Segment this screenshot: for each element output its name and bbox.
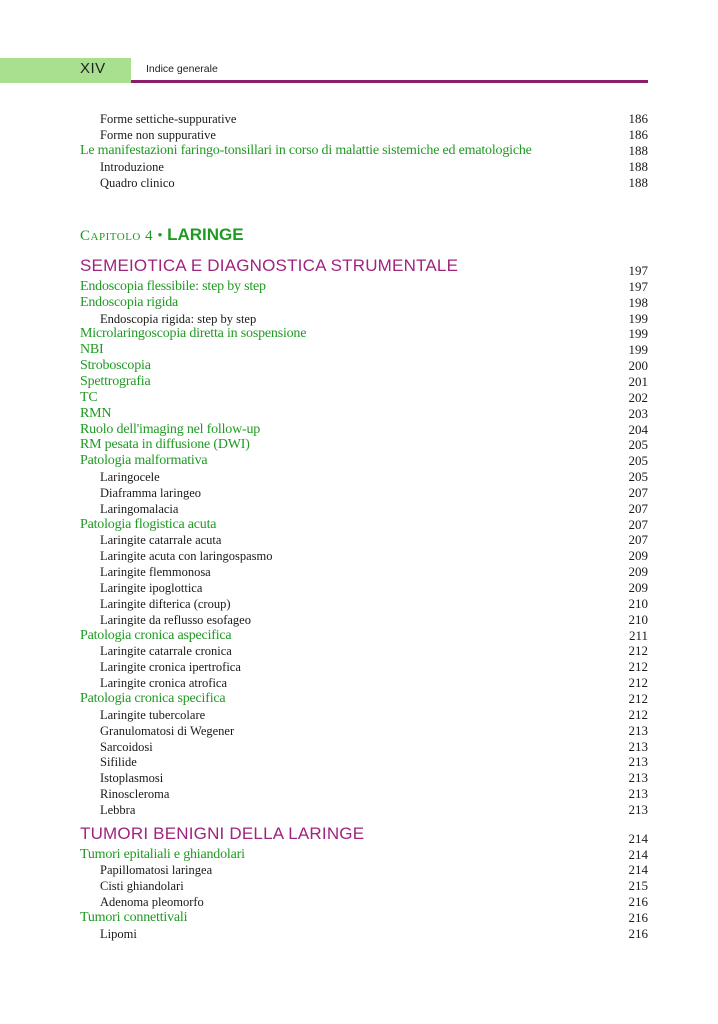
toc-entry-page: 213 (628, 738, 648, 754)
toc-entry-page: 207 (628, 500, 648, 516)
toc-subsection-entry (80, 564, 648, 580)
toc-entry-page: 212 (628, 659, 648, 675)
toc-entry-page: 197 (628, 263, 648, 278)
chapter-prefix: Capitolo 4 • (80, 228, 164, 244)
toc-subsection-entry (80, 894, 648, 910)
toc-entry-page: 207 (628, 532, 648, 548)
toc-entry-label: Le manifestazioni faringo-tonsillari in corso di malattie sistemiche ed ematologiche (80, 143, 532, 158)
toc-entry-page: 213 (628, 770, 648, 786)
toc-section-entry (80, 422, 648, 438)
toc-subsection-entry (80, 926, 648, 942)
toc-subsection-entry (80, 596, 648, 612)
toc-subsection-entry (80, 612, 648, 628)
toc-entry-label: Endoscopia flessibile: step by step (80, 278, 266, 294)
toc-entry-page: 216 (628, 910, 648, 925)
toc-entry-label: Laringomalacia (100, 501, 179, 516)
toc-entry-page: 215 (628, 878, 648, 894)
toc-entry-label: Ruolo dell'imaging nel follow-up (80, 421, 261, 437)
toc-entry-page: 214 (628, 830, 648, 846)
toc-section-entry (80, 691, 648, 707)
toc-subsection-entry (80, 485, 648, 501)
toc-entry-label: Patologia cronica specifica (80, 690, 226, 706)
toc-entry-page: 213 (628, 754, 648, 770)
toc-entry-label: Tumori epitaliali e ghiandolari (80, 846, 245, 862)
toc-entry-page: 199 (628, 326, 648, 342)
toc-section-entry (80, 847, 648, 863)
toc-entry-page: 205 (628, 469, 648, 485)
toc-entry-label: SEMEIOTICA E DIAGNOSTICA STRUMENTALE (80, 256, 459, 275)
toc-entry-page: 207 (628, 516, 648, 532)
toc-entry-page: 199 (628, 310, 648, 326)
toc-entry-page: 199 (628, 342, 648, 358)
toc-section-entry (80, 358, 648, 374)
toc-entry-label: Lebbra (100, 802, 136, 817)
toc-section-entry (80, 517, 648, 533)
toc-subsection-entry (80, 548, 648, 564)
toc-entry-page: 214 (628, 846, 648, 862)
toc-entry-label: Laringite catarrale acuta (100, 533, 222, 548)
toc-subsection-entry (80, 675, 648, 691)
toc-part-entry (80, 823, 648, 847)
toc-subsection-entry (80, 501, 648, 517)
toc-entry-label: Granulomatosi di Wegener (100, 723, 235, 738)
toc-entry-page: 212 (628, 675, 648, 691)
toc-entry-page: 212 (628, 643, 648, 659)
toc-entry-page: 209 (628, 580, 648, 595)
toc-entry-label: Microlaringoscopia diretta in sospensione (80, 326, 307, 342)
toc-entry-page: 213 (628, 722, 648, 738)
toc-entry-page: 210 (628, 595, 648, 611)
toc-subsection-entry (80, 111, 648, 127)
toc-subsection-entry (80, 159, 648, 175)
toc-entry-label: Laringocele (100, 470, 160, 485)
toc-entry-label: Laringite tubercolare (100, 707, 206, 722)
toc-entry-page: 212 (628, 690, 648, 706)
toc-subsection-entry (80, 723, 648, 739)
toc-entry-page: 201 (628, 373, 648, 389)
toc-section-entry (80, 437, 648, 453)
toc-entry-label: Forme non suppurative (100, 128, 216, 142)
toc-entry-page: 197 (628, 278, 648, 294)
toc-entry-page: 186 (628, 127, 648, 142)
toc-entry-page: 209 (628, 548, 648, 564)
toc-subsection-entry (80, 739, 648, 755)
toc-subsection-entry (80, 469, 648, 485)
toc-entry-page: 203 (628, 405, 648, 421)
toc-entry-label: RMN (80, 405, 112, 421)
toc-entry-label: Spettrografia (80, 373, 151, 389)
running-title: Indice generale (146, 63, 218, 75)
toc-subsection-entry (80, 754, 648, 770)
toc-section-entry (80, 628, 648, 644)
page-number: XIV (0, 58, 131, 80)
toc-entry-label: Sifilide (100, 755, 137, 770)
toc-section-entry (80, 453, 648, 469)
toc-entry-label: Cisti ghiandolari (100, 879, 184, 894)
toc-entry-label: Lipomi (100, 926, 137, 941)
toc-section-entry (80, 295, 648, 311)
toc-entry-page: 188 (628, 175, 648, 190)
toc-entry-page: 214 (628, 862, 648, 878)
toc-section-entry (80, 406, 648, 422)
toc-section-entry (80, 326, 648, 342)
toc-subsection-entry (80, 532, 648, 548)
toc-entry-page: 216 (628, 894, 648, 910)
toc-section-entry (80, 143, 648, 159)
toc-entry-label: Laringite da reflusso esofageo (100, 612, 251, 627)
toc-entry-label: Diaframma laringeo (100, 485, 201, 500)
toc-entry-label: Laringite acuta con laringospasmo (100, 549, 273, 564)
page-header (0, 58, 718, 84)
toc-entry-page: 209 (628, 564, 648, 580)
toc-entry-label: TUMORI BENIGNI DELLA LARINGE (80, 823, 365, 843)
toc-entry-page: 211 (628, 627, 648, 643)
toc-part-entry (80, 256, 648, 279)
toc-subsection-entry (80, 862, 648, 878)
toc-subsection-entry (80, 707, 648, 723)
toc-entry-label: Rinoscleroma (100, 787, 170, 802)
toc-entry-page: 200 (628, 358, 648, 374)
toc-entry-label: Patologia cronica aspecifica (80, 627, 232, 643)
toc-entry-label: Forme settiche-suppurative (100, 112, 237, 126)
toc-subsection-entry (80, 802, 648, 818)
toc-entry-label: Laringite cronica atrofica (100, 676, 228, 691)
toc-entry-label: Adenoma pleomorfo (100, 895, 204, 910)
toc-entry-page: 207 (628, 484, 648, 500)
toc-entry-label: Sarcoidosi (100, 739, 153, 754)
toc-section-entry (80, 910, 648, 926)
toc-entry-label: NBI (80, 342, 104, 358)
toc-subsection-entry (80, 878, 648, 894)
toc-subsection-entry (80, 659, 648, 675)
toc-entry-page: 205 (628, 437, 648, 453)
toc-entry-label: Papillomatosi laringea (100, 863, 213, 878)
toc-entry-label: Laringite ipoglottica (100, 581, 203, 595)
toc-entry-page: 204 (628, 421, 648, 437)
toc-section-entry (80, 279, 648, 295)
toc-entry-label: RM pesata in diffusione (DWI) (80, 437, 250, 453)
header-rule-green (0, 80, 131, 83)
toc-entry-label: Quadro clinico (100, 176, 175, 190)
toc-entry-page: 188 (628, 159, 648, 174)
toc-entry-page: 210 (628, 611, 648, 627)
toc-entry-page: 205 (628, 453, 648, 469)
toc-subsection-entry (80, 770, 648, 786)
toc-entry-page: 198 (628, 294, 648, 310)
toc-entry-label: Patologia flogistica acuta (80, 516, 217, 532)
toc-entry-page: 188 (628, 143, 648, 158)
toc-entry-page: 213 (628, 786, 648, 802)
toc-entry-label: TC (80, 389, 98, 405)
toc-entry-label: Stroboscopia (80, 358, 151, 374)
toc-entry-label: Endoscopia rigida: step by step (100, 311, 257, 326)
toc-subsection-entry (80, 580, 648, 596)
chapter-title: LARINGE (167, 225, 244, 244)
toc-entry-label: Istoplasmosi (100, 771, 164, 786)
toc-subsection-entry (80, 311, 648, 327)
toc-entry-page: 186 (628, 111, 648, 126)
toc-subsection-entry (80, 127, 648, 143)
toc-entry-label: Laringite cronica ipertrofica (100, 660, 241, 675)
toc-entry-label: Endoscopia rigida (80, 294, 179, 310)
toc-subsection-entry (80, 175, 648, 191)
toc-entry-label: Introduzione (100, 160, 164, 174)
toc-entry-label: Laringite flemmonosa (100, 565, 211, 580)
toc-entry-label: Laringite difterica (croup) (100, 596, 231, 611)
toc-entry-page: 213 (628, 801, 648, 817)
toc-entry-label: Laringite catarrale cronica (100, 644, 232, 659)
toc-section-entry (80, 342, 648, 358)
header-rule-purple (131, 80, 648, 83)
toc-entry-page: 202 (628, 389, 648, 405)
toc-entry-page: 216 (628, 925, 648, 941)
chapter-heading (80, 225, 244, 245)
toc-section-entry (80, 390, 648, 406)
toc-subsection-entry (80, 786, 648, 802)
toc-entry-label: Patologia malformativa (80, 453, 208, 469)
toc-entry-label: Tumori connettivali (80, 910, 188, 925)
toc-subsection-entry (80, 643, 648, 659)
toc-section-entry (80, 374, 648, 390)
toc-entry-page: 212 (628, 706, 648, 722)
